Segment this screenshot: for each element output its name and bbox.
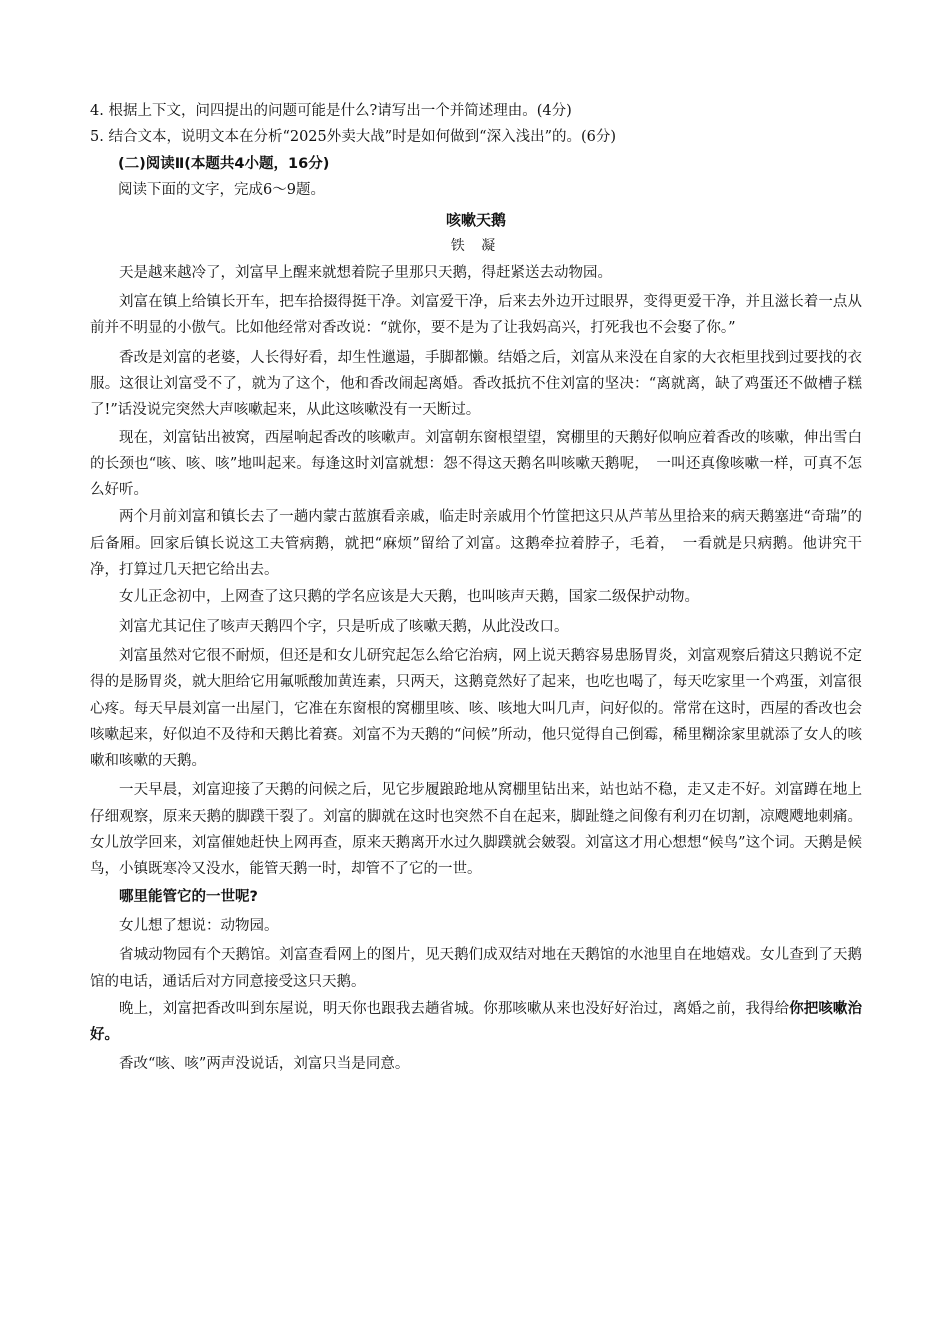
- story-paragraph: 女儿想了想说：动物园。: [119, 917, 279, 934]
- story-paragraph: 现在，刘富钻出被窝，西屋响起香改的咳嗽声。刘富朝东窗根望望，窝棚里的天鹅好似响应着香改的咳嗽，伸出雪白的长颈也“咳、咳、咳”地叫起来。每逢这时刘富就想：怨不得这天鹅名叫咳嗽天鹅呢， 一叫还真像咳嗽一样，可真不怎么好听。: [90, 429, 862, 499]
- story-paragraph: 香改是刘富的老婆，人长得好看，却生性邋遢，手脚都懒。结婚之后，刘富从来没在自家的大衣柜里找到过要找的衣服。这很让刘富受不了，就为了这个，他和香改闹起离婚。香改抵抗不住刘富的坚决：“离就离，缺了鸡蛋还不做槽子糕了!”话没说完突然大声咳嗽起来，从此这咳嗽没有一天断过。: [90, 349, 862, 419]
- story-paragraph: 刘富在镇上给镇长开车，把车拾掇得挺干净。刘富爱干净，后来去外边开过眼界，变得更爱干净，并且滋长着一点从前并不明显的小傲气。比如他经常对香改说：“就你，要不是为了让我妈高兴，打死我也不会娶了你。”: [90, 294, 862, 337]
- story-paragraph: 香改“咳、咳”两声没说话，刘富只当是同意。: [119, 1056, 410, 1073]
- story-title: 咳嗽天鹅: [445, 211, 506, 230]
- story-paragraph: 天是越来越冷了，刘富早上醒来就想着院子里那只天鹅，得赶紧送去动物园。: [119, 264, 612, 281]
- section-heading: (二)阅读Ⅱ(本题共4小题，16分): [118, 155, 330, 172]
- story-text: 晚上，刘富把香改叫到东屋说，明天你也跟我去趟省城。你那咳嗽从来也没好好治过，离婚之前，我得给: [119, 1000, 790, 1017]
- story-paragraph: 刘富虽然对它很不耐烦，但还是和女儿研究起怎么给它治病，网上说天鹅容易患肠胃炎，刘富观察后猜这只鹅说不定得的是肠胃炎，就大胆给它用氟哌酸加黄连素，只两天，这鹅竟然好了起来，也吃也喝了，每天吃家里一个鸡蛋，刘富很心疼。每天早晨刘富一出屋门，它准在东窗根的窝棚里咳、咳、咳地大叫几声，问好似的。常常在这时，西屋的香改也会咳嗽起来，好似迫不及待和天鹅比着赛。刘富不为天鹅的“问候”所动，他只觉得自己倒霉，稀里糊涂家里就添了女人的咳嗽和咳嗽的天鹅。: [90, 647, 862, 770]
- story-bold-text: 你把咳嗽治好。: [90, 1000, 862, 1044]
- story-paragraph: 一天早晨，刘富迎接了天鹅的问候之后，见它步履踉跄地从窝棚里钻出来，站也站不稳，走又走不好。刘富蹲在地上仔细观察，原来天鹅的脚蹼干裂了。刘富的脚就在这时也突然不自在起来，脚趾缝之间像有利刃在切割，凉飕飕地刺痛。女儿放学回来，刘富催她赶快上网再查，原来天鹅离开水过久脚蹼就会皴裂。刘富这才用心想想“候鸟”这个词。天鹅是候鸟，小镇既寒冷又没水，能管天鹅一时，却管不了它的一世。: [90, 782, 862, 878]
- story-author: 铁 凝: [450, 238, 502, 255]
- story-paragraph: 省城动物园有个天鹅馆。刘富查看网上的图片，见天鹅们成双结对地在天鹅馆的水池里自在地嬉戏。女儿查到了天鹅馆的电话，通话后对方同意接受这只天鹅。: [90, 947, 862, 990]
- story-paragraph: 刘富尤其记住了咳声天鹅四个字，只是听成了咳嗽天鹅，从此没改口。: [119, 618, 569, 635]
- story-paragraph: 女儿正念初中，上网查了这只鹅的学名应该是大天鹅，也叫咳声天鹅，国家二级保护动物。: [119, 589, 699, 606]
- question-5: 5. 结合文本，说明文本在分析“2025外卖大战”时是如何做到“深入浅出”的。(6分): [90, 129, 617, 146]
- story-bold-line: 哪里能管它的一世呢?: [119, 888, 258, 905]
- story-paragraph: 两个月前刘富和镇长去了一趟内蒙古蓝旗看亲戚，临走时亲戚用个竹筐把这只从芦苇丛里拾来的病天鹅塞进“奇瑞”的后备厢。回家后镇长说这工夫管病鹅，就把“麻烦”留给了刘富。这鹅牵拉着脖子，毛着， 一看就是只病鹅。他讲究干净，打算过几天把它给出去。: [90, 509, 862, 579]
- section-instruction: 阅读下面的文字，完成6～9题。: [118, 181, 325, 198]
- story-paragraph: [90, 996, 862, 1049]
- question-4: 4. 根据上下文，问四提出的问题可能是什么?请写出一个并简述理由。(4分): [90, 103, 572, 119]
- exam-page: [90, 98, 862, 1079]
